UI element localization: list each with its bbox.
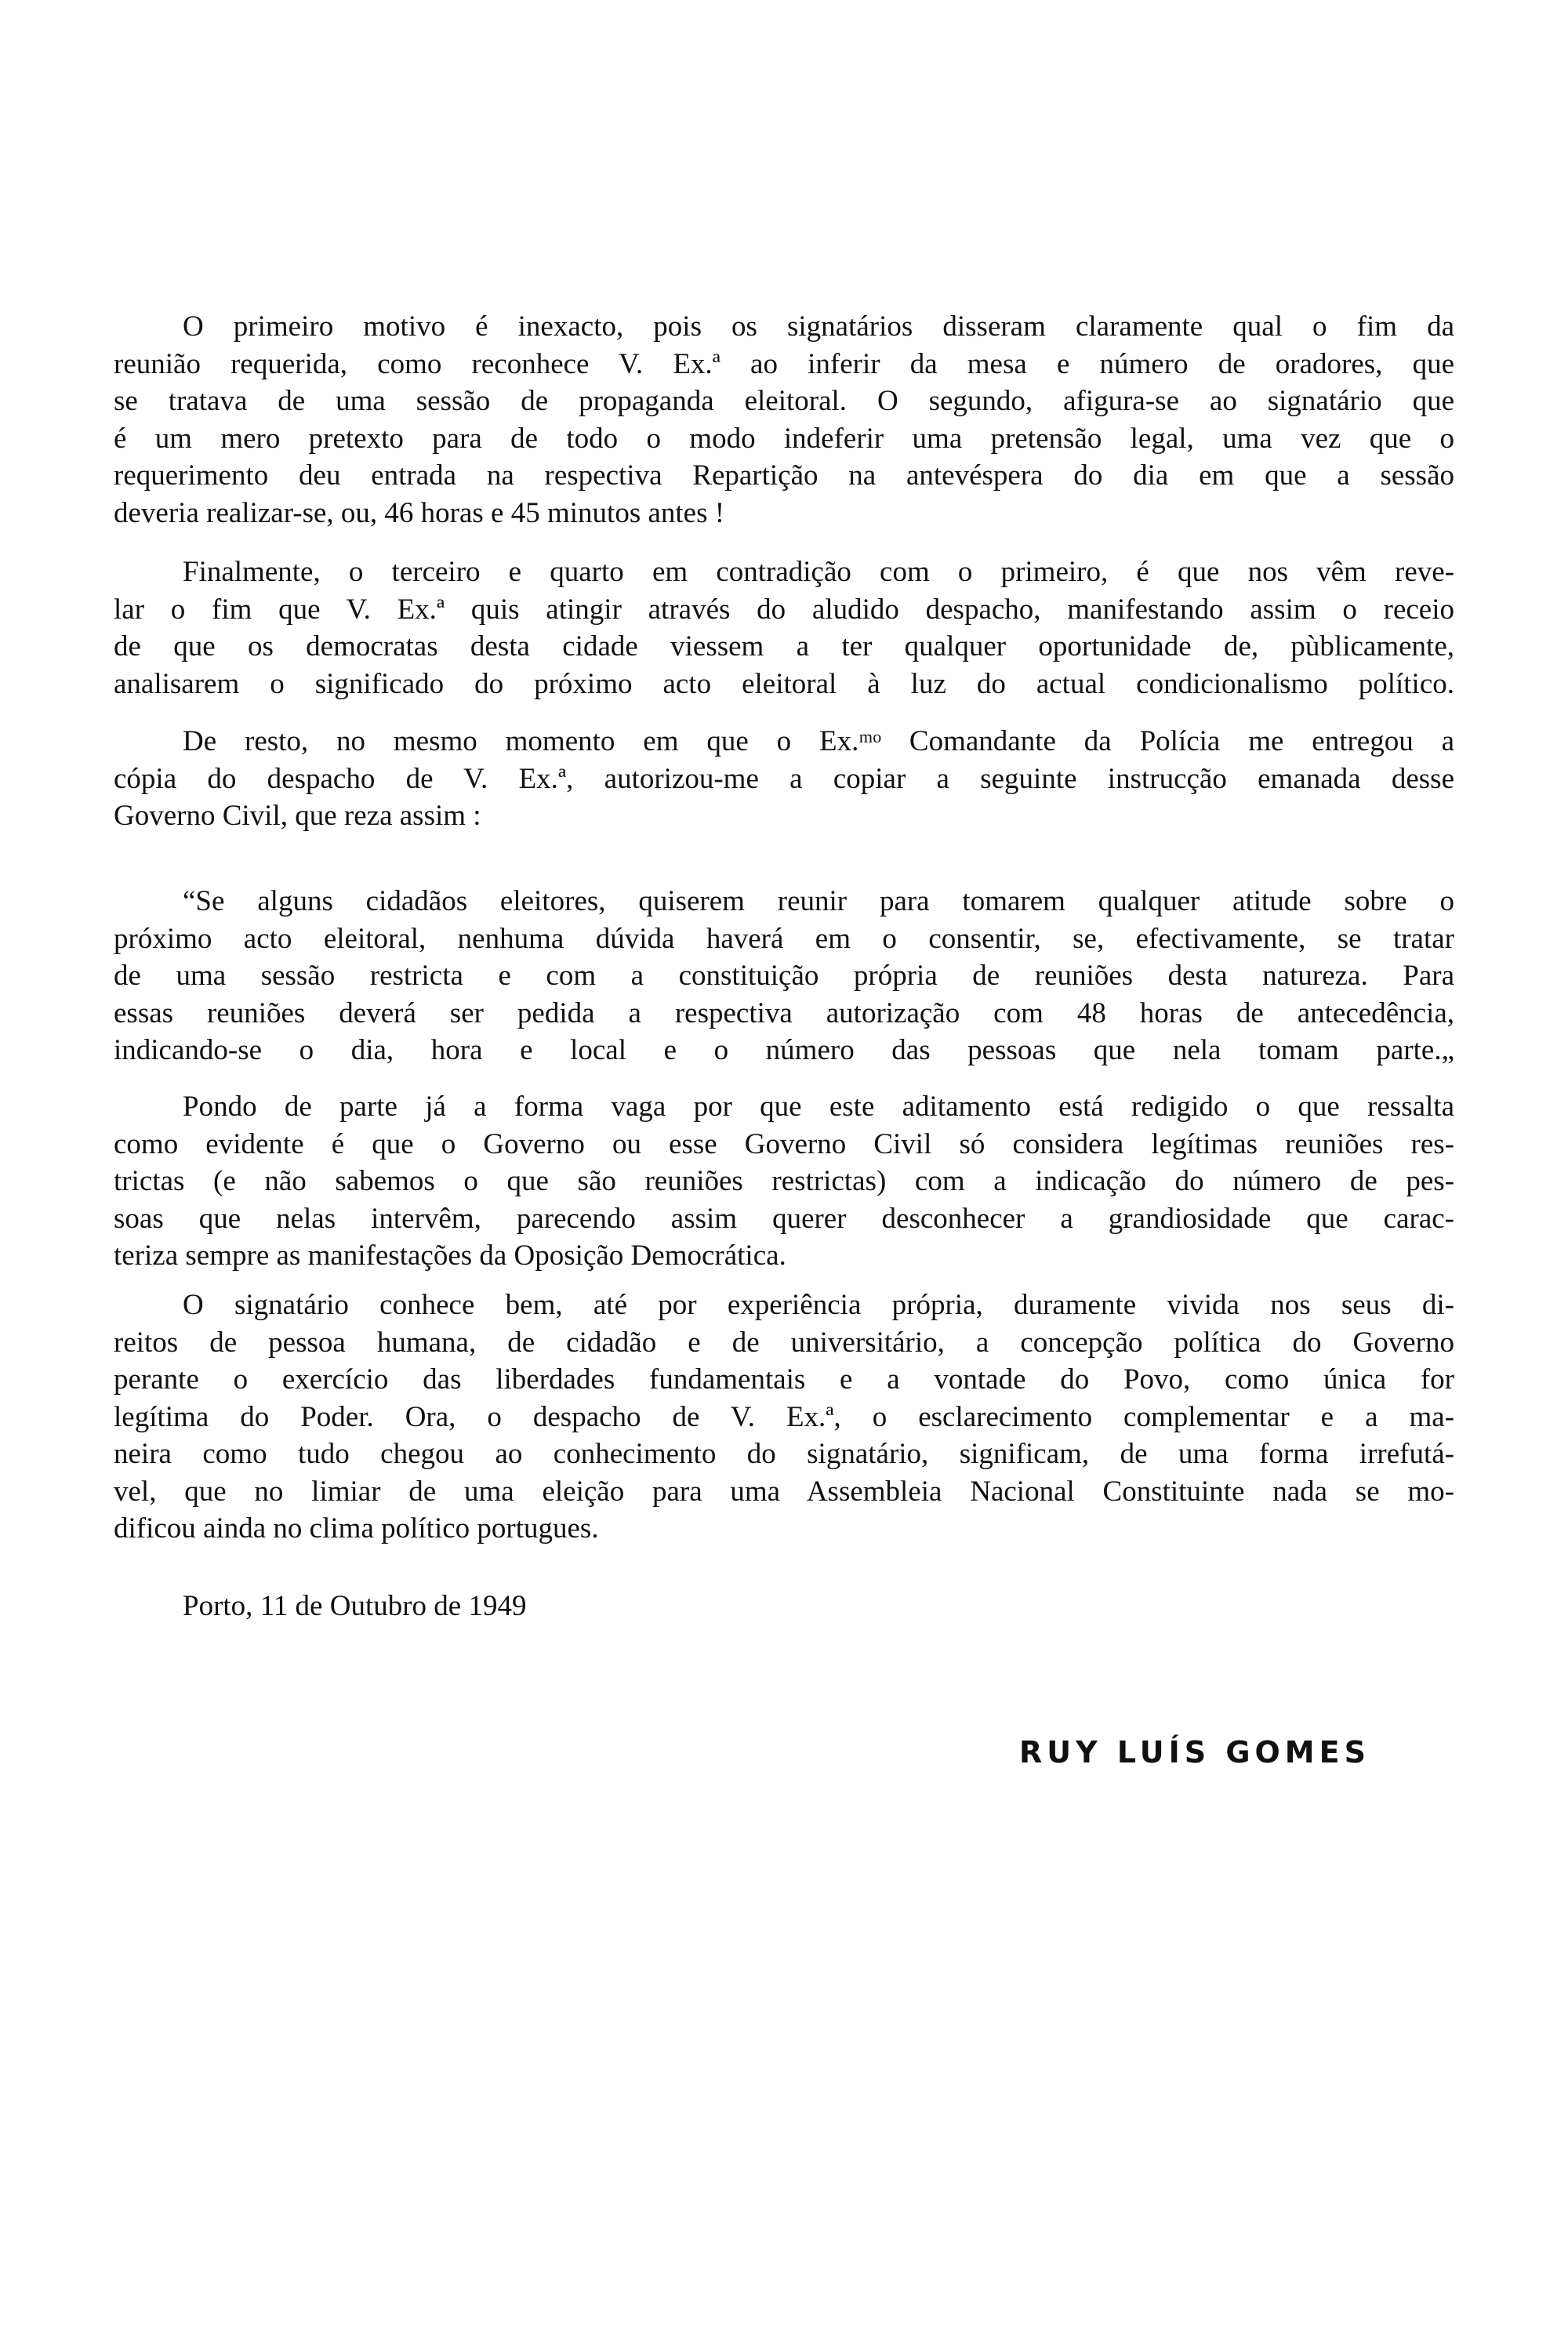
quote-line: de uma sessão restricta e com a constituição própria de reuniões desta natureza. Para (114, 960, 1454, 992)
paragraph-line: deveria realizar-se, ou, 46 horas e 45 minutos antes ! (114, 496, 725, 529)
paragraph-line: De resto, no mesmo momento em que o Ex.ᵐᵒ Comandante da Polícia me entregou a (183, 725, 1454, 757)
paragraph-line: dificou ainda no clima político portugues. (114, 1512, 599, 1545)
paragraph-line: Finalmente, o terceiro e quarto em contradição com o primeiro, é que nos vêm reve- (183, 556, 1454, 588)
paragraph-line: lar o fim que V. Ex.ª quis atingir através do aludido despacho, manifestando assim o receio (114, 593, 1454, 626)
paragraph-line: O signatário conhece bem, até por experiência própria, duramente vivida nos seus di- (183, 1289, 1454, 1321)
paragraph-line: O primeiro motivo é inexacto, pois os signatários disseram claramente qual o fim da (183, 310, 1454, 343)
paragraph-3 (114, 723, 1454, 835)
quote-line: “Se alguns cidadãos eleitores, quiserem reunir para tomarem qualquer atitude sobre o (183, 885, 1454, 917)
date-line: Porto, 11 de Outubro de 1949 (183, 1590, 527, 1622)
paragraph-line: neira como tudo chegou ao conhecimento do signatário, significam, de uma forma irrefutá- (114, 1438, 1454, 1470)
quoted-instruction (114, 883, 1454, 1069)
quote-line: indicando-se o dia, hora e local e o número das pessoas que nela tomam parte.„ (114, 1034, 1454, 1066)
quote-line: próximo acto eleitoral, nenhuma dúvida haverá em o consentir, se, efectivamente, se tratar (114, 922, 1454, 955)
paragraph-line: de que os democratas desta cidade viessem a ter qualquer oportunidade de, pùblicamente, (114, 630, 1454, 662)
paragraph-line: analisarem o significado do próximo acto eleitoral à luz do actual condicionalismo político. (114, 667, 1454, 700)
paragraph-2 (114, 554, 1454, 702)
paragraph-line: reunião requerida, como reconhece V. Ex.ª ao inferir da mesa e número de oradores, que (114, 347, 1454, 380)
paragraph-5 (114, 1287, 1454, 1548)
paragraph-line: Pondo de parte já a forma vaga por que este aditamento está redigido o que ressalta (183, 1091, 1454, 1123)
paragraph-line: como evidente é que o Governo ou esse Governo Civil só considera legítimas reuniões res- (114, 1127, 1454, 1160)
paragraph-line: soas que nelas intervêm, parecendo assim querer desconhecer a grandiosidade que carac- (114, 1202, 1454, 1235)
paragraph-line: teriza sempre as manifestações da Oposição Democrática. (114, 1240, 786, 1272)
paragraph-line: trictas (e não sabemos o que são reuniões restrictas) com a indicação do número de pes- (114, 1165, 1454, 1197)
paragraph-line: Governo Civil, que reza assim : (114, 800, 481, 832)
paragraph-line: cópia do despacho de V. Ex.ª, autorizou-me a copiar a seguinte instrucção emanada desse (114, 762, 1454, 795)
signature: RUY LUÍS GOMES (1019, 1735, 1370, 1770)
paragraph-line: requerimento deu entrada na respectiva Repartição na antevéspera do dia em que a sessão (114, 459, 1454, 492)
paragraph-line: legítima do Poder. Ora, o despacho de V. Ex.ª, o esclarecimento complementar e a ma- (114, 1400, 1454, 1433)
paragraph-4 (114, 1088, 1454, 1275)
paragraph-line: se tratava de uma sessão de propaganda eleitoral. O segundo, afigura-se ao signatário que (114, 385, 1454, 417)
paragraph-line: é um mero pretexto para de todo o modo indeferir uma pretensão legal, uma vez que o (114, 422, 1454, 455)
paragraph-line: perante o exercício das liberdades fundamentais e a vontade do Povo, como única for (114, 1363, 1454, 1396)
quote-line: essas reuniões deverá ser pedida a respectiva autorização com 48 horas de antecedência, (114, 996, 1454, 1029)
paragraph-1 (114, 308, 1454, 532)
paragraph-line: reitos de pessoa humana, de cidadão e de universitário, a concepção política do Governo (114, 1326, 1454, 1359)
paragraph-line: vel, que no limiar de uma eleição para uma Assembleia Nacional Constituinte nada se mo- (114, 1475, 1454, 1508)
